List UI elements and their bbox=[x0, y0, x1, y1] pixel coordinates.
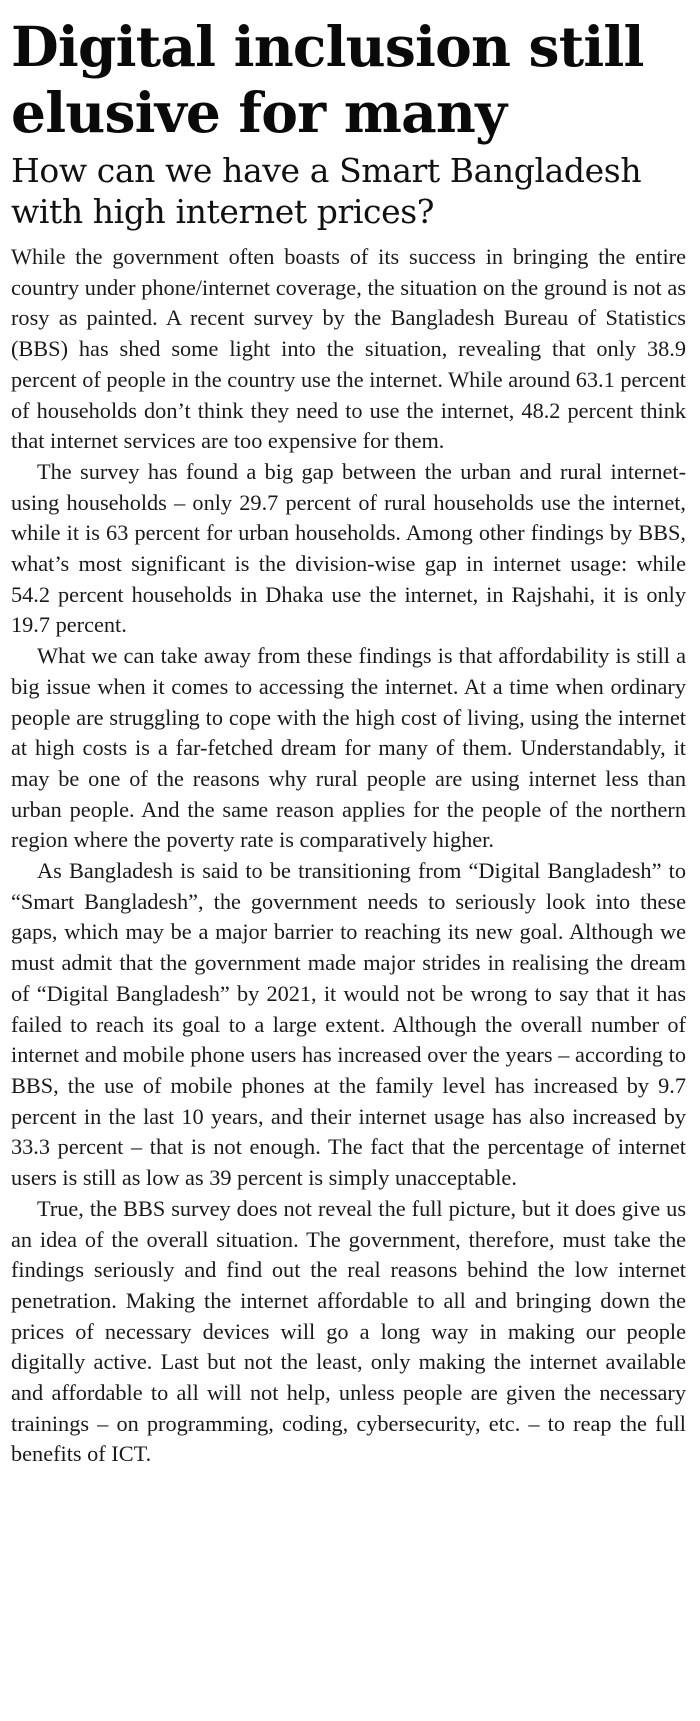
subheadline: How can we have a Smart Bangladesh with high internet prices? bbox=[11, 151, 642, 231]
headline: Digital inclusion still elusive for many bbox=[11, 14, 644, 145]
paragraph-1: While the government often boasts of its success in bringing the entire country under phone/internet coverage, the situation on the ground is not as rosy as painted. A recent survey by the Bangladesh Bureau of Statistics (BBS) has shed some light into the situation, revealing that only 38.9 percent of people in the country use the internet. While around 63.1 percent of households don’t think they need to use the internet, 48.2 percent think that internet services are too expensive for them. bbox=[11, 244, 686, 454]
paragraph-3: What we can take away from these findings is that affordability is still a big issue when it comes to accessing the internet. At a time when ordinary people are struggling to cope with the high cost of living, using the internet at high costs is a far-fetched dream for many of them. Understandably, it may be one of the reasons why rural people are using internet less than urban people. And the same reason applies for the people of the northern region where the poverty rate is comparatively higher. bbox=[11, 643, 686, 853]
paragraph-5: True, the BBS survey does not reveal the full picture, but it does give us an idea of the overall situation. The government, therefore, must take the findings seriously and find out the real reasons behind the low internet penetration. Making the internet affordable to all and bringing down the prices of necessary devices will go a long way in making our people digitally active. Last but not the least, only making the internet available and affordable to all will not help, unless people are given the necessary trainings – on programming, coding, cybersecurity, etc. – to reap the full benefits of ICT. bbox=[11, 1195, 686, 1467]
paragraph-2: The survey has found a big gap between the urban and rural internet-using households – only 29.7 percent of rural households use the internet, while it is 63 percent for urban households. Among other findings by BBS, what’s most significant is the division-wise gap in internet usage: while 54.2 percent households in Dhaka use the internet, in Rajshahi, it is only 19.7 percent. bbox=[11, 458, 686, 638]
article-body bbox=[11, 242, 686, 1470]
paragraph-4: As Bangladesh is said to be transitioning from “Digital Bangladesh” to “Smart Bangladesh”, the government needs to seriously look into these gaps, which may be a major barrier to reaching its new goal. Although we must admit that the government made major strides in realising the dream of “Digital Bangladesh” by 2021, it would not be wrong to say that it has failed to reach its goal to a large extent. Although the overall number of internet and mobile phone users has increased over the years – according to BBS, the use of mobile phones at the family level has increased by 9.7 percent in the last 10 years, and their internet usage has also increased by 33.3 percent – that is not enough. The fact that the percentage of internet users is still as low as 39 percent is simply unacceptable. bbox=[11, 858, 686, 1191]
